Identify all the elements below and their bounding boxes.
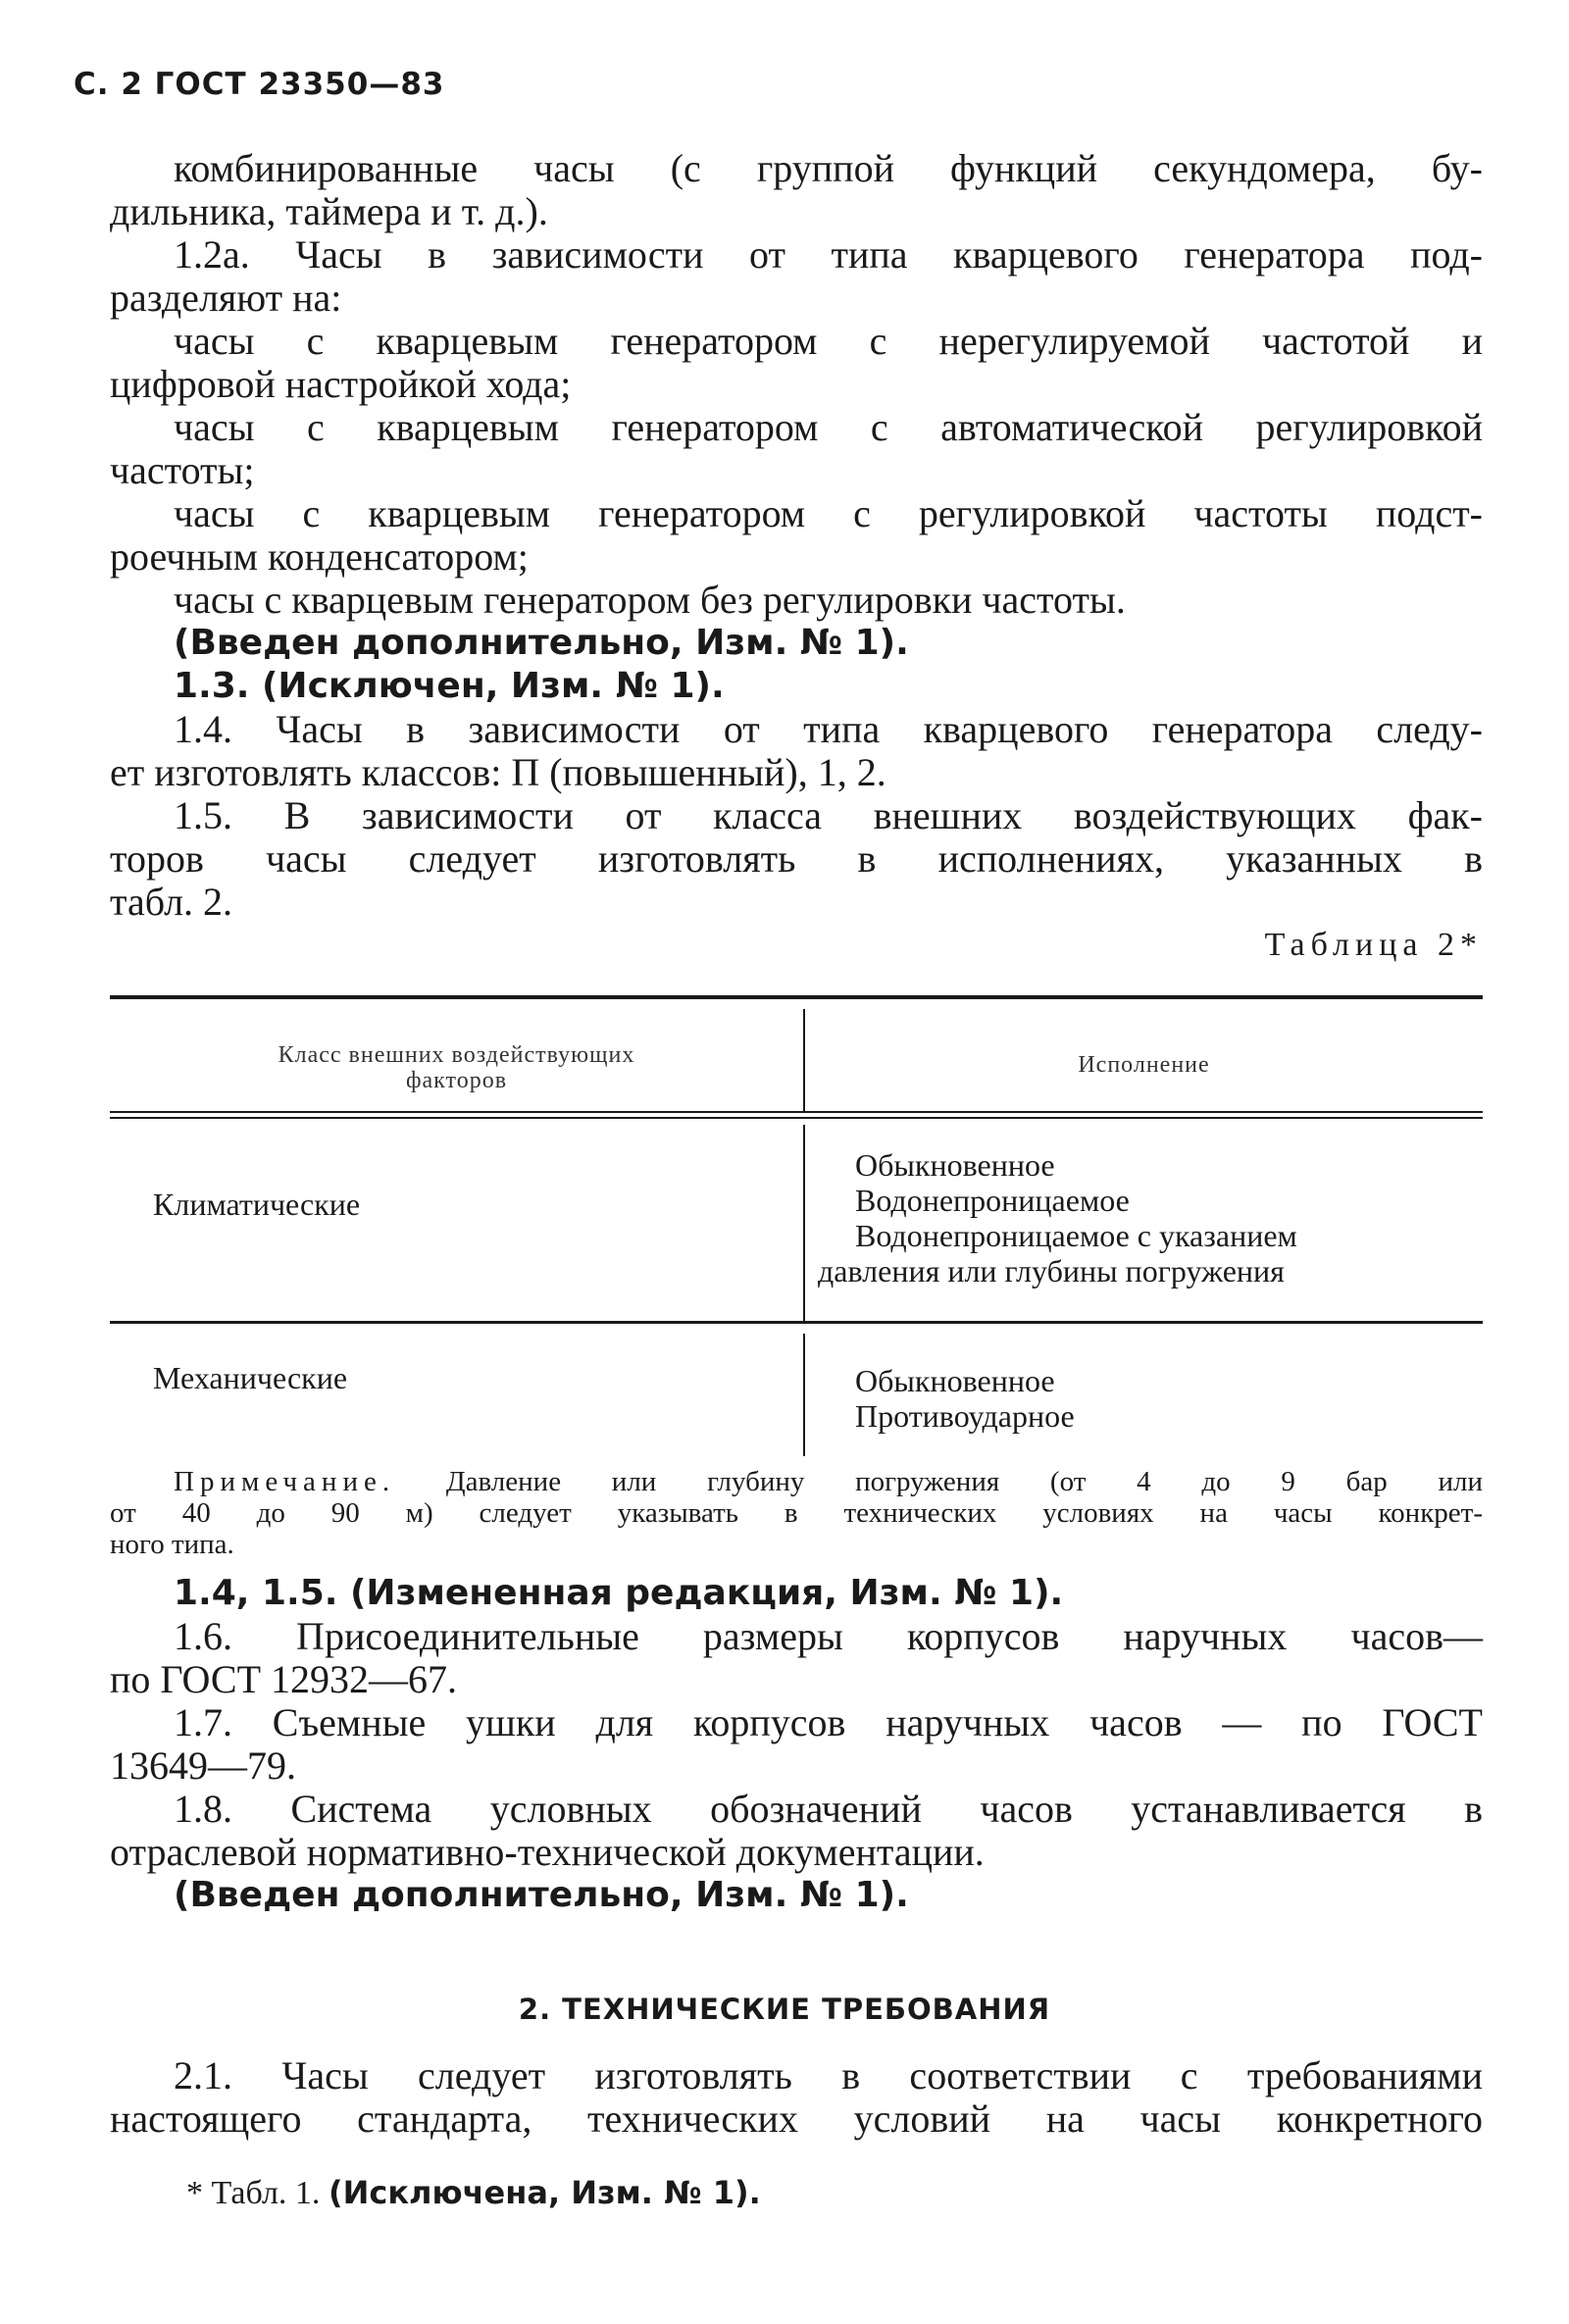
row-separator (110, 1321, 1483, 1324)
paragraph-line: цифровой настройкой хода; (110, 362, 572, 406)
footnote (186, 2174, 761, 2212)
paragraph-line: 1.8. Система условных обозначений часов устанавливается в (174, 1787, 1483, 1831)
column-divider (803, 1125, 805, 1321)
page-header: С. 2 ГОСТ 23350—83 (74, 67, 445, 102)
paragraph-line: дильника, таймера и т. д.). (110, 189, 548, 233)
footnote-mark: * (186, 2175, 203, 2211)
table-2 (110, 995, 1483, 1456)
row-item: давления или глубины погружения (818, 1253, 1285, 1288)
row-class-mechanical: Механические (153, 1360, 348, 1395)
amendment-note: (Введен дополнительно, Изм. № 1). (174, 1875, 909, 1915)
amendment-note: (Введен дополнительно, Изм. № 1). (174, 623, 909, 663)
row-class-climatic: Климатические (153, 1187, 361, 1222)
paragraph-line: 13649—79. (110, 1743, 296, 1788)
paragraph-line: 2.1. Часы следует изготовлять в соответствии с требованиями (174, 2053, 1483, 2097)
paragraph-line: часы с кварцевым генератором с регулировкой частоты подст- (174, 491, 1483, 535)
paragraph-line: 1.5. В зависимости от класса внешних воздействующих фак- (174, 793, 1483, 837)
note-line: ного типа. (110, 1529, 234, 1560)
paragraph-line: торов часы следует изготовлять в исполнениях, указанных в (110, 836, 1483, 881)
clause-1-3: 1.3. (Исключен, Изм. № 1). (174, 666, 725, 706)
paragraph-line: 1.2а. Часы в зависимости от типа кварцевого генератора под- (174, 232, 1483, 277)
section-2-title: 2. ТЕХНИЧЕСКИЕ ТРЕБОВАНИЯ (518, 1993, 1051, 2026)
paragraph-line: роечным конденсатором; (110, 534, 529, 579)
column-header-execution: Исполнение (1078, 1052, 1210, 1078)
paragraph-line: настоящего стандарта, технических условий на часы конкретного (110, 2097, 1483, 2141)
section-1-text (110, 147, 1483, 967)
section-2-text (110, 2054, 1483, 2141)
column-header-class (110, 1042, 803, 1093)
note-line (110, 1466, 1483, 1497)
paragraph-line: табл. 2. (110, 880, 233, 924)
table-note (110, 1466, 1483, 1560)
row-item: Водонепроницаемое (855, 1183, 1130, 1218)
paragraph-line: 1.6. Присоединительные размеры корпусов наручных часов— (174, 1614, 1483, 1658)
paragraph-line: ет изготовлять классов: П (повышенный), 1, 2. (110, 750, 886, 794)
row-item: Водонепроницаемое с указанием (855, 1218, 1297, 1253)
paragraph-line: комбинированные часы (с группой функций секундомера, бу- (174, 146, 1483, 190)
note-label: Примечание. (174, 1466, 396, 1497)
note-text: Давление или глубину погружения (от 4 до 9 бар или (445, 1466, 1483, 1497)
paragraph-line: часы с кварцевым генератором с автоматической регулировкой (174, 405, 1483, 449)
paragraph-line: 1.7. Съемные ушки для корпусов наручных часов — по ГОСТ (174, 1700, 1483, 1744)
paragraph-line: по ГОСТ 12932—67. (110, 1657, 458, 1701)
paragraph-line: часы с кварцевым генератором с нерегулируемой частотой и (174, 319, 1483, 363)
row-item: Обыкновенное (855, 1363, 1055, 1398)
row-item: Противоударное (855, 1398, 1075, 1434)
row-item: Обыкновенное (855, 1147, 1055, 1183)
table-top-rule (110, 995, 1483, 999)
footnote-amendment: (Исключена, Изм. № 1). (328, 2174, 761, 2211)
header-double-rule-1 (110, 1111, 1483, 1113)
column-divider (803, 1334, 805, 1456)
amendment-note: 1.4, 1.5. (Измененная редакция, Изм. № 1). (174, 1573, 1064, 1613)
column-header-line: Класс внешних воздействующих (278, 1042, 635, 1068)
table-caption: Таблица 2* (1264, 927, 1483, 963)
section-1-continued (110, 1572, 1483, 1917)
paragraph-line: 1.4. Часы в зависимости от типа кварцевого генератора следу- (174, 707, 1483, 751)
paragraph-line: разделяют на: (110, 276, 342, 320)
note-line: от 40 до 90 м) следует указывать в технических условиях на часы конкрет- (110, 1497, 1483, 1529)
paragraph-line: отраслевой нормативно-технической документации. (110, 1830, 985, 1874)
paragraph-line: часы с кварцевым генератором без регулировки частоты. (174, 578, 1126, 622)
header-double-rule-2 (110, 1117, 1483, 1119)
footnote-text: Табл. 1. (211, 2175, 321, 2211)
column-header-line: факторов (405, 1068, 508, 1093)
paragraph-line: частоты; (110, 448, 255, 492)
